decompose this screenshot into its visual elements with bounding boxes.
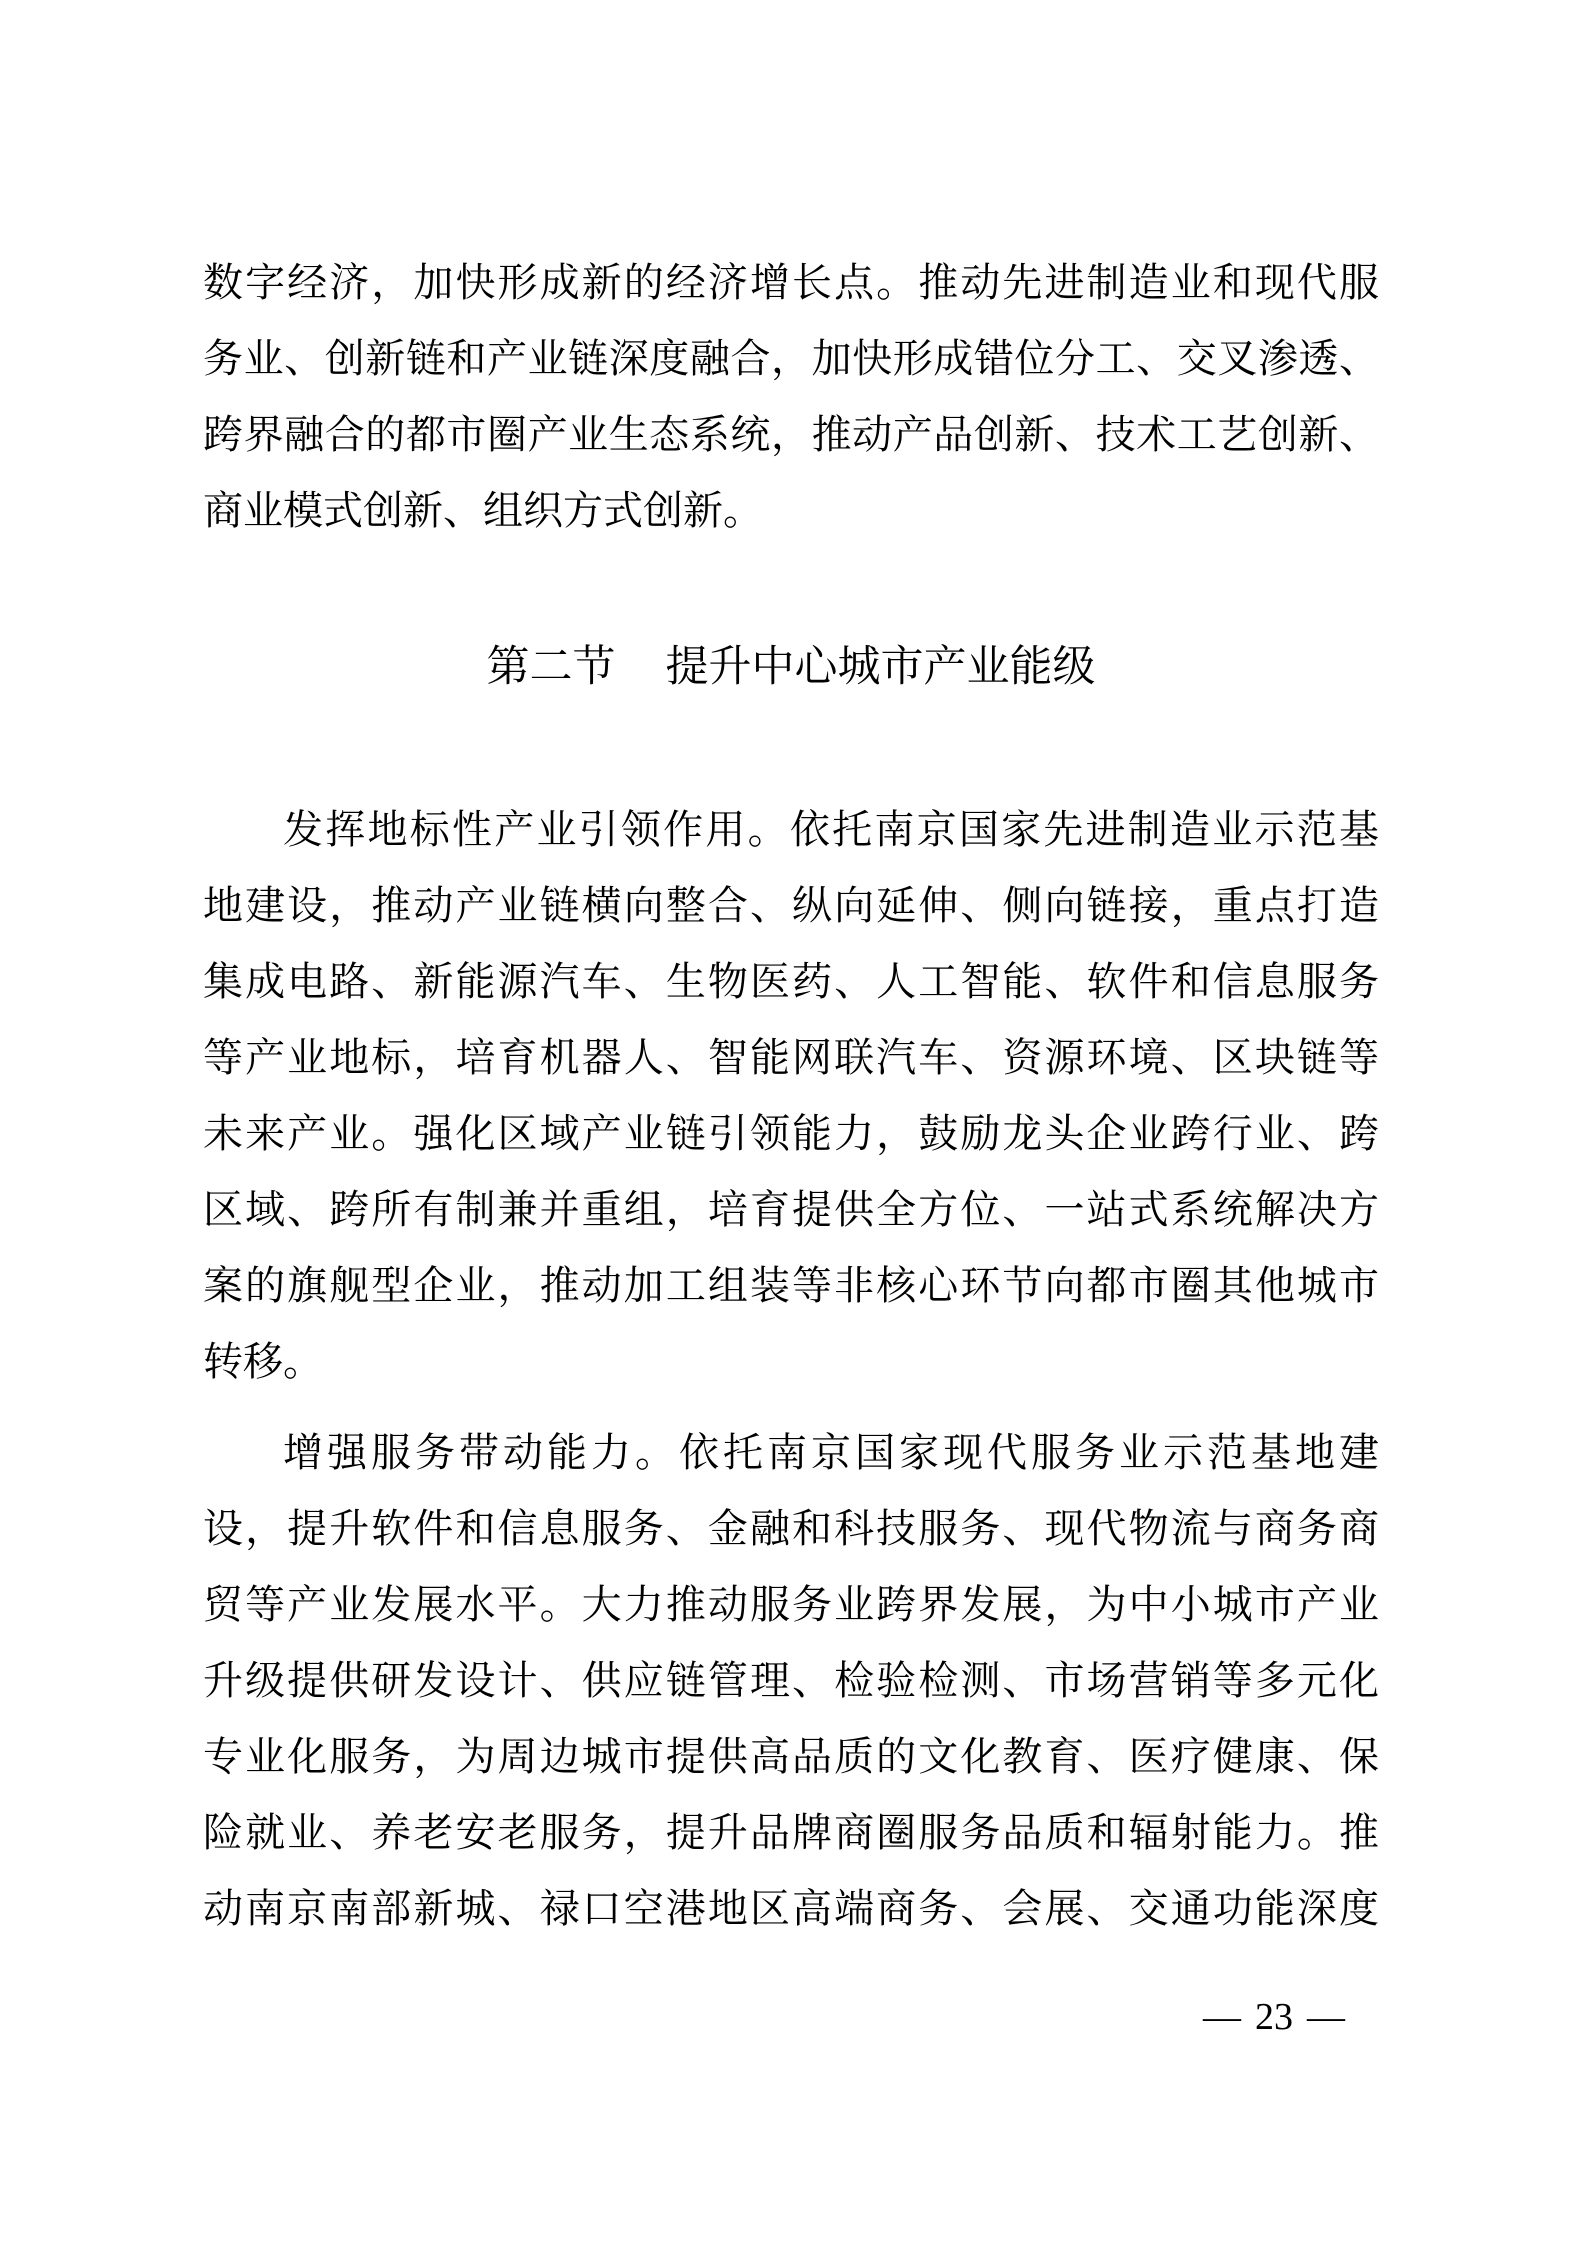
text-line: 区域、跨所有制兼并重组，培育提供全方位、一站式系统解决方	[203, 1187, 1379, 1232]
text-line: 转移。	[203, 1339, 323, 1384]
text-line: 未来产业。强化区域产业链引领能力，鼓励龙头企业跨行业、跨	[203, 1111, 1379, 1156]
page-number-dash-right: —	[1307, 1996, 1345, 2038]
text-line: 商业模式创新、组织方式创新。	[203, 488, 763, 533]
text-line: 专业化服务，为周边城市提供高品质的文化教育、医疗健康、保	[203, 1734, 1379, 1779]
text-line: 案的旗舰型企业，推动加工组装等非核心环节向都市圈其他城市	[203, 1263, 1379, 1308]
text-line: 跨界融合的都市圈产业生态系统，推动产品创新、技术工艺创新、	[203, 412, 1379, 457]
page-number-dash-left: —	[1203, 1996, 1241, 2038]
text-line: 数字经济，加快形成新的经济增长点。推动先进制造业和现代服	[203, 260, 1379, 305]
section-heading-number: 第二节	[486, 644, 616, 691]
text-line: 险就业、养老安老服务，提升品牌商圈服务品质和辐射能力。推	[203, 1810, 1379, 1855]
text-line: 贸等产业发展水平。大力推动服务业跨界发展，为中小城市产业	[203, 1582, 1379, 1627]
text-line: 等产业地标，培育机器人、智能网联汽车、资源环境、区块链等	[203, 1035, 1379, 1080]
text-line: 集成电路、新能源汽车、生物医药、人工智能、软件和信息服务	[203, 959, 1379, 1004]
text-line: 升级提供研发设计、供应链管理、检验检测、市场营销等多元化	[203, 1658, 1379, 1703]
paragraph-landmark-industry	[203, 792, 1379, 1400]
section-heading	[203, 630, 1379, 706]
text-line: 动南京南部新城、禄口空港地区高端商务、会展、交通功能深度	[203, 1886, 1379, 1931]
text-line: 发挥地标性产业引领作用。依托南京国家先进制造业示范基	[283, 807, 1379, 852]
paragraph-service-capability	[203, 1415, 1379, 1947]
page-footer	[203, 1992, 1379, 2042]
text-line: 地建设，推动产业链横向整合、纵向延伸、侧向链接，重点打造	[203, 883, 1379, 928]
text-line: 设，提升软件和信息服务、金融和科技服务、现代物流与商务商	[203, 1506, 1379, 1551]
section-heading-title: 提升中心城市产业能级	[665, 644, 1096, 691]
page-number: 23	[1255, 1996, 1293, 2038]
text-line: 务业、创新链和产业链深度融合，加快形成错位分工、交叉渗透、	[203, 336, 1379, 381]
text-line: 增强服务带动能力。依托南京国家现代服务业示范基地建	[283, 1430, 1379, 1475]
paragraph-continuation	[203, 245, 1379, 549]
